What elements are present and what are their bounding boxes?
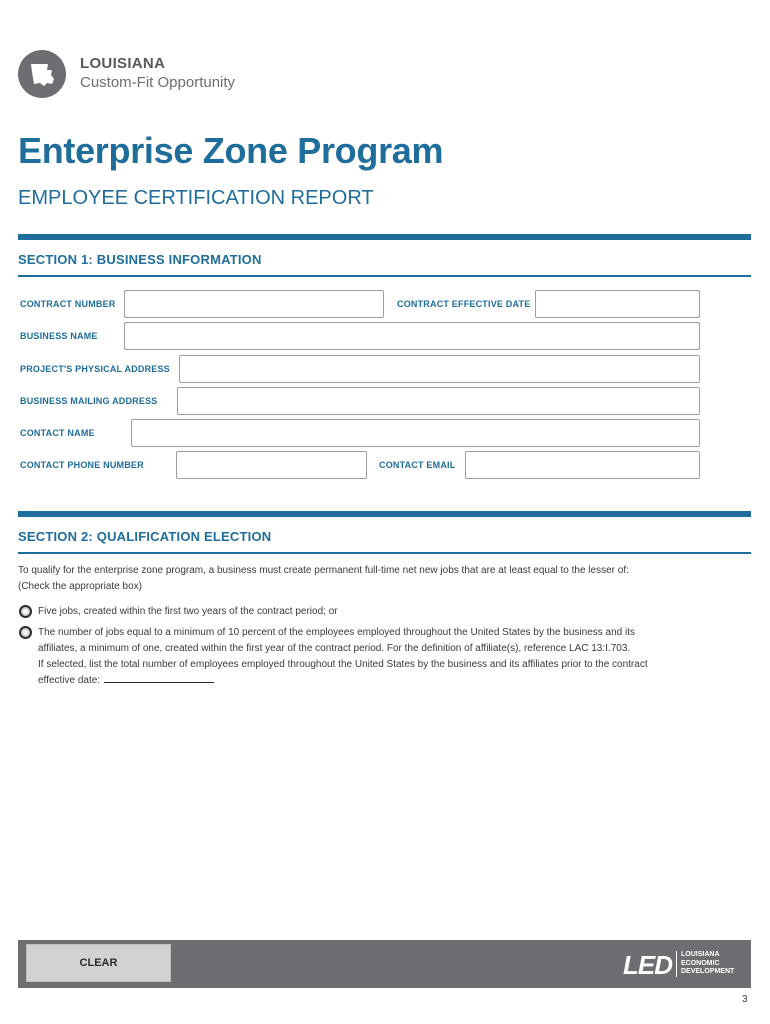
contact-phone-field[interactable] <box>176 451 367 479</box>
business-name-field[interactable] <box>124 322 700 350</box>
qualification-intro <box>18 563 629 595</box>
option-five-jobs-text: Five jobs, created within the first two years of the contract period; or <box>38 606 338 617</box>
page-title: Enterprise Zone Program <box>18 130 444 171</box>
section1-top-rule <box>18 234 751 240</box>
employee-count-blank-field[interactable] <box>104 673 214 683</box>
led-logo-divider <box>676 951 677 977</box>
contact-name-label: CONTACT NAME <box>20 428 95 438</box>
brand-state-name: LOUISIANA <box>80 55 166 72</box>
clear-button[interactable]: CLEAR <box>26 944 171 982</box>
brand-tagline: Custom-Fit Opportunity <box>80 74 236 91</box>
contract-effective-date-field[interactable] <box>535 290 700 318</box>
physical-address-label: PROJECT'S PHYSICAL ADDRESS <box>20 364 170 374</box>
option-ten-percent-text <box>38 625 648 689</box>
page-subtitle: EMPLOYEE CERTIFICATION REPORT <box>18 187 374 209</box>
section1-bottom-rule <box>18 275 751 277</box>
led-logo-line2: ECONOMIC <box>681 959 720 967</box>
section2-bottom-rule <box>18 552 751 554</box>
qualification-intro-line2: (Check the appropriate box) <box>18 581 142 592</box>
section2-title: SECTION 2: QUALIFICATION ELECTION <box>18 529 272 544</box>
louisiana-state-logo-icon <box>18 50 66 98</box>
option-ten-percent-line2: affiliates, a minimum of one, created within the first year of the contract period. For the definition of affiliate(s), reference LAC 13:I.703. <box>38 643 631 654</box>
option-ten-percent-radio[interactable] <box>19 626 32 639</box>
contract-effective-date-label: CONTRACT EFFECTIVE DATE <box>397 299 531 309</box>
contact-email-field[interactable] <box>465 451 700 479</box>
page-number: 3 <box>742 994 748 1005</box>
mailing-address-field[interactable] <box>177 387 700 415</box>
option-five-jobs-radio[interactable] <box>19 605 32 618</box>
led-logo-icon: LED <box>623 950 672 980</box>
section1-title: SECTION 1: BUSINESS INFORMATION <box>18 252 262 267</box>
business-name-label: BUSINESS NAME <box>20 331 98 341</box>
led-logo-line1: LOUISIANA <box>681 951 720 958</box>
contact-phone-label: CONTACT PHONE NUMBER <box>20 460 144 470</box>
led-logo-text <box>681 951 734 977</box>
option-ten-percent-line4: effective date: <box>38 675 101 686</box>
physical-address-field[interactable] <box>179 355 700 383</box>
mailing-address-label: BUSINESS MAILING ADDRESS <box>20 396 158 406</box>
contact-email-label: CONTACT EMAIL <box>379 460 456 470</box>
section2-top-rule <box>18 511 751 517</box>
option-ten-percent-line1: The number of jobs equal to a minimum of 10 percent of the employees employed throughout the United States by the business and its <box>38 627 636 638</box>
contract-number-label: CONTRACT NUMBER <box>20 299 116 309</box>
contact-name-field[interactable] <box>131 419 700 447</box>
contract-number-field[interactable] <box>124 290 384 318</box>
option-ten-percent-line3: If selected, list the total number of employees employed throughout the United States by the business and its affiliates prior to the contract <box>38 659 648 670</box>
led-logo-line3: DEVELOPMENT <box>681 968 735 975</box>
qualification-intro-line1: To qualify for the enterprise zone program, a business must create permanent full-time net new jobs that are at least equal to the lesser of: <box>18 565 629 576</box>
